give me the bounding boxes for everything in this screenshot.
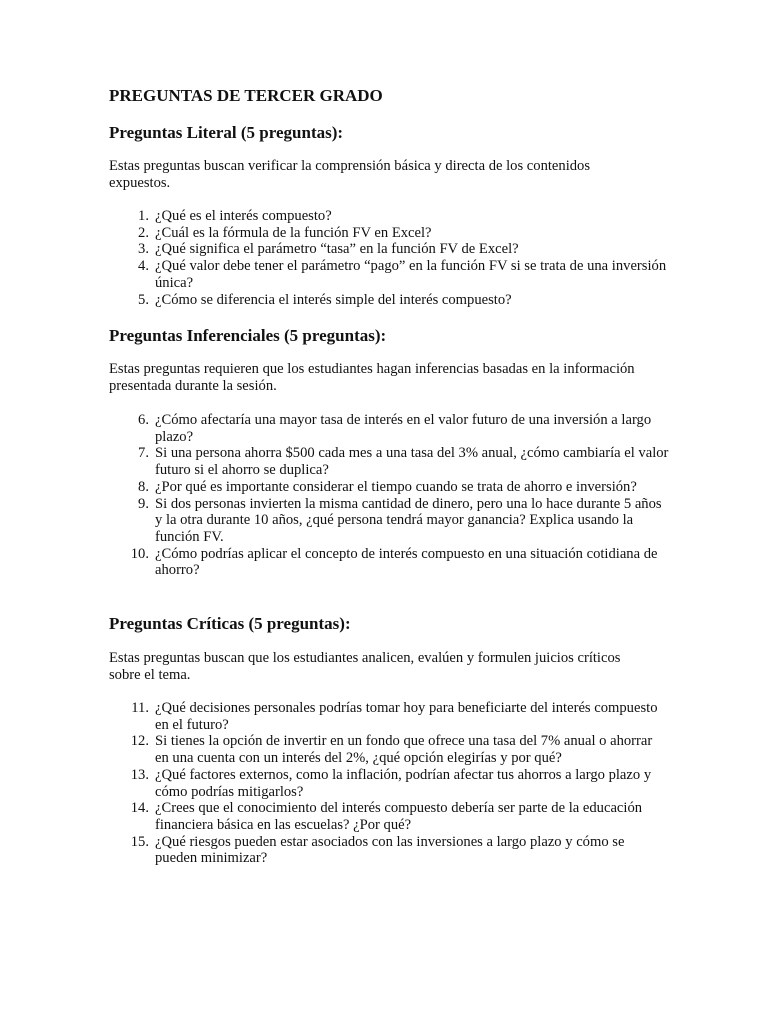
- question-list-criticas: [109, 700, 669, 867]
- question-number: 2.: [138, 224, 149, 241]
- question-number: 5.: [138, 291, 149, 308]
- question-number: 7.: [138, 445, 149, 462]
- question-text: ¿Qué significa el parámetro “tasa” en la función FV de Excel?: [155, 241, 519, 258]
- section-intro-criticas: Estas preguntas buscan que los estudiantes analicen, evalúen y formulen juicios críticos sobre el tema.: [109, 650, 621, 683]
- question-text: ¿Qué es el interés compuesto?: [155, 208, 332, 224]
- question-number: 15.: [130, 833, 149, 850]
- list-item: [109, 546, 669, 579]
- section-heading-criticas: Preguntas Críticas (5 preguntas):: [109, 614, 351, 633]
- list-item: [109, 445, 669, 478]
- question-text: ¿Por qué es importante considerar el tiempo cuando se trata de ahorro e inversión?: [155, 478, 637, 495]
- list-item: [109, 767, 669, 800]
- section-heading-literal: Preguntas Literal (5 preguntas):: [109, 123, 344, 142]
- list-item: [109, 800, 669, 833]
- question-number: 11.: [131, 700, 149, 716]
- question-text: Si una persona ahorra $500 cada mes a una tasa del 3% anual, ¿cómo cambiaría el valor futuro si el ahorro se duplica?: [155, 445, 669, 479]
- question-text: Si dos personas invierten la misma cantidad de dinero, pero una lo hace durante 5 años y la otra durante 10 años, ¿qué persona tendrá mayor ganancia? Explica usando la función FV.: [155, 495, 662, 545]
- list-item: [109, 834, 669, 867]
- question-text: ¿Qué valor debe tener el parámetro “pago” en la función FV si se trata de una inversión única?: [155, 258, 667, 291]
- document-title: PREGUNTAS DE TERCER GRADO: [109, 86, 383, 105]
- question-number: 8.: [138, 478, 149, 495]
- list-item: [109, 225, 669, 242]
- question-list-literal: [109, 208, 669, 308]
- question-number: 1.: [138, 208, 149, 224]
- question-number: 6.: [138, 412, 149, 428]
- question-number: 12.: [130, 733, 149, 750]
- section-heading-inferenciales: Preguntas Inferenciales (5 preguntas):: [109, 326, 387, 345]
- question-text: ¿Qué riesgos pueden estar asociados con las inversiones a largo plazo y cómo se pueden minimizar?: [155, 833, 625, 867]
- list-item: [109, 479, 669, 496]
- question-text: Si tienes la opción de invertir en un fondo que ofrece una tasa del 7% anual o ahorrar en una cuenta con un interés del 2%, ¿qué opción elegirías y por qué?: [155, 733, 653, 767]
- question-number: 10.: [130, 545, 149, 562]
- question-text: ¿Qué decisiones personales podrías tomar hoy para beneficiarte del interés compuesto en el futuro?: [155, 700, 658, 733]
- question-text: ¿Cómo podrías aplicar el concepto de interés compuesto en una situación cotidiana de ahorro?: [155, 545, 658, 579]
- question-text: ¿Cómo se diferencia el interés simple del interés compuesto?: [155, 291, 512, 308]
- question-text: ¿Cómo afectaría una mayor tasa de interés en el valor futuro de una inversión a largo plazo?: [155, 412, 652, 445]
- question-number: 3.: [138, 241, 149, 258]
- question-number: 4.: [138, 258, 149, 275]
- list-item: [109, 412, 669, 445]
- question-text: ¿Crees que el conocimiento del interés compuesto debería ser parte de la educación financiera básica en las escuelas? ¿Por qué?: [155, 800, 643, 833]
- question-number: 14.: [130, 800, 149, 817]
- list-item: [109, 733, 669, 766]
- question-list-inferenciales: [109, 412, 669, 579]
- list-item: [109, 496, 669, 546]
- list-item: [109, 258, 669, 291]
- question-number: 9.: [138, 495, 149, 512]
- section-intro-literal: Estas preguntas buscan verificar la comprensión básica y directa de los contenidos expuestos.: [109, 158, 591, 191]
- list-item: [109, 700, 669, 733]
- list-item: [109, 292, 669, 309]
- question-number: 13.: [130, 766, 149, 783]
- question-text: ¿Cuál es la fórmula de la función FV en Excel?: [155, 224, 432, 241]
- list-item: [109, 208, 669, 225]
- question-text: ¿Qué factores externos, como la inflación, podrían afectar tus ahorros a largo plazo y cómo podrías mitigarlos?: [155, 766, 652, 800]
- section-intro-inferenciales: Estas preguntas requieren que los estudiantes hagan inferencias basadas en la información presentada durante la sesión.: [109, 361, 635, 394]
- list-item: [109, 241, 669, 258]
